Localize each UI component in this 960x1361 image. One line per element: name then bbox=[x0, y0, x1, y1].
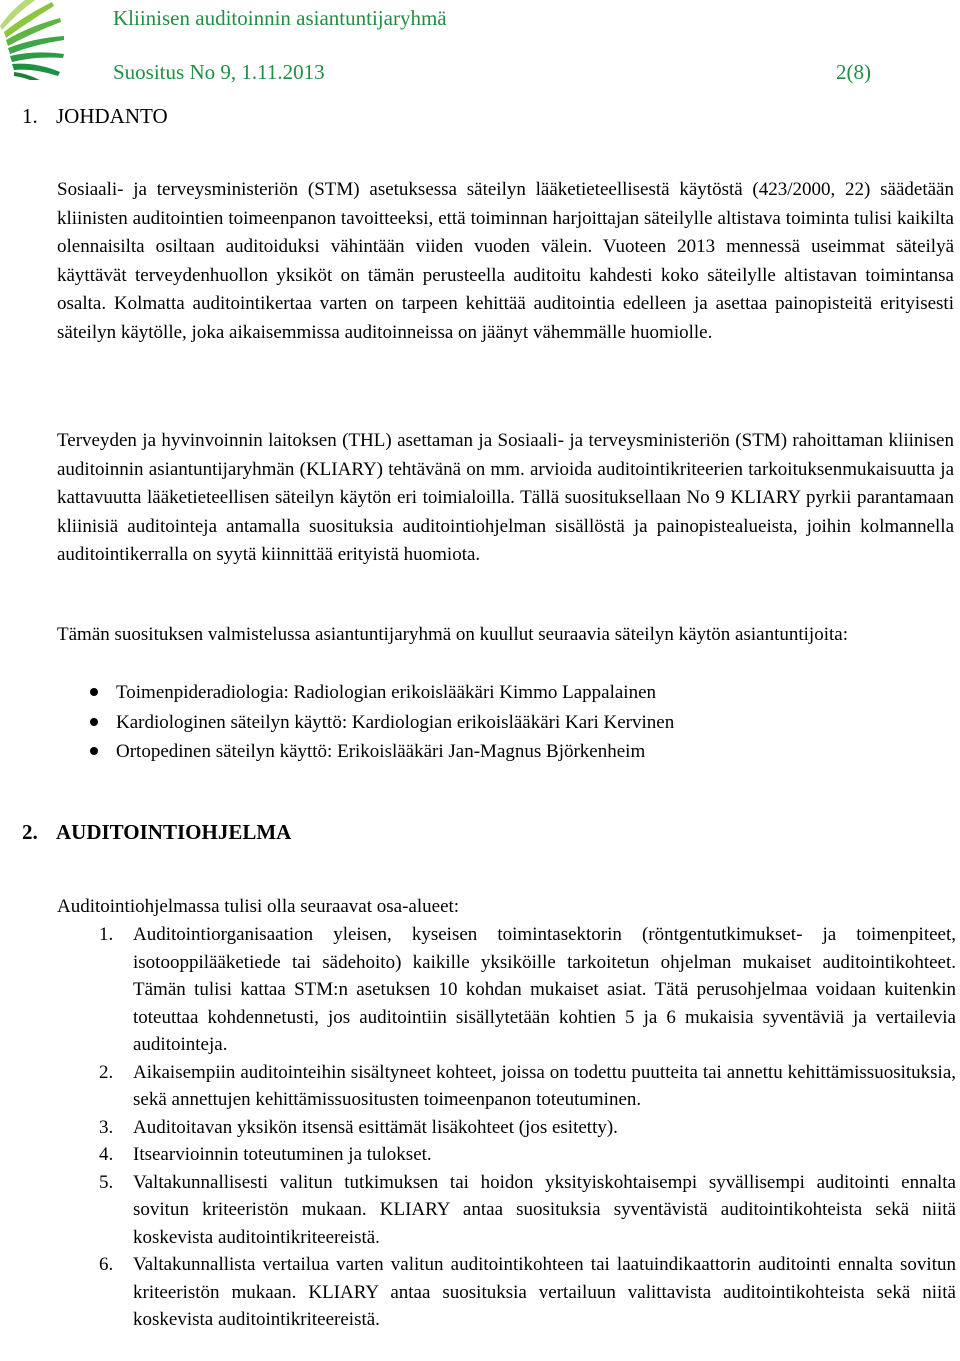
expert-item-text: Ortopedinen säteilyn käyttö: Erikoislääkäri Jan-Magnus Björkenheim bbox=[116, 741, 646, 762]
section-1-number: 1. bbox=[22, 104, 38, 128]
list-item bbox=[96, 921, 956, 1059]
expert-item-text: Toimenpideradiologia: Radiologian erikoislääkäri Kimmo Lappalainen bbox=[116, 682, 657, 703]
section-1-title: JOHDANTO bbox=[56, 104, 168, 128]
list-item bbox=[96, 1251, 956, 1334]
item-number: 6. bbox=[99, 1254, 114, 1275]
audit-program-list bbox=[96, 921, 956, 1334]
intro-paragraph-2: Terveyden ja hyvinvoinnin laitoksen (THL) asettaman ja Sosiaali- ja terveysministeriön (STM) rahoittaman kliinisen auditoinnin asiantuntijaryhmän (KLIARY) tehtävänä on mm. arvioida auditointikriteerien tarkoituksenmukaisuutta ja kattavuutta lääketieteellisen säteilyn käytön eri toimialoilla. Tällä suosituksellaan No 9 KLIARY pyrkii parantamaan kliinisiä auditointeja antamalla suosituksia auditointiohjelman sisällöstä ja painopistealueista, joihin kolmannella auditointikerralla on syytä kiinnittää erityistä huomiota. bbox=[57, 430, 954, 565]
bullet-dot-icon bbox=[90, 688, 98, 696]
item-number: 3. bbox=[99, 1116, 114, 1138]
audit-program-intro: Auditointiohjelmassa tulisi olla seuraavat osa-alueet: bbox=[57, 896, 460, 917]
item-text: Itsearvioinnin toteutuminen ja tulokset. bbox=[133, 1144, 432, 1165]
item-number: 4. bbox=[99, 1144, 114, 1165]
item-text: Auditointiorganisaation yleisen, kyseisen toimintasektorin (röntgentutkimukset- ja toimenpiteet, isotooppilääketiede tai sädehoito) kaikille yksiköille tarkoitetun ohjelman mukaiset auditointikohteet. Tämän tulisi kattaa STM:n asetuksen 10 kohdan mukaiset asiat. Tätä perusohjelmaa voidaan kuitenkin toteuttaa kohdennetusti, jos auditointiin sisällytetään kohtien 5 ja 6 mukaisia syventäviä ja vertailevia auditointeja. bbox=[133, 924, 956, 1055]
section-2-heading bbox=[22, 820, 291, 844]
list-item bbox=[96, 1169, 956, 1252]
item-text: Valtakunnallisesti valitun tutkimuksen tai hoidon yksityiskohtaisempi syvällisempi auditointi ennalta sovitun kriteeristön mukaan. KLIARY antaa suosituksia syventävistä auditointikohteista sekä niitä koskevista auditointikriteereistä. bbox=[133, 1171, 956, 1248]
item-text: Valtakunnallista vertailua varten valitun auditointikohteen tai laatuindikaattorin auditointi ennalta sovitun kriteeristön mukaan. KLIARY antaa suosituksia vertailuun valittavista auditointikohteista sekä niitä koskevista auditointikriteereistä. bbox=[133, 1254, 956, 1330]
expert-list bbox=[90, 678, 950, 767]
list-item bbox=[90, 708, 950, 738]
organization-name: Kliinisen auditoinnin asiantuntijaryhmä bbox=[113, 6, 447, 30]
section-2-title: AUDITOINTIOHJELMA bbox=[56, 820, 292, 844]
list-item bbox=[96, 1114, 956, 1142]
list-item bbox=[96, 1141, 956, 1169]
list-item bbox=[90, 678, 950, 708]
recommendation-number: Suositus No 9, 1.11.2013 bbox=[113, 60, 325, 84]
expert-item-text: Kardiologinen säteilyn käyttö: Kardiologian erikoislääkäri Kari Kervinen bbox=[116, 711, 675, 733]
intro-paragraph-1: Sosiaali- ja terveysministeriön (STM) asetuksessa säteilyn lääketieteellisestä käytöstä (423/2000, 22) säädetään kliinisten auditointien toimeenpanon tavoitteeksi, että toiminnan harjoittajan säteilylle altistava toiminta tulisi kaikilta olennaisilta osiltaan auditoiduksi vähintään viiden vuoden välein. Vuoteen 2013 mennessä useimmat säteilyä käyttävät terveydenhuollon yksiköt on tämän perusteella auditoitu kahdesti koko säteilylle altistavan toimintansa osalta. Kolmatta auditointikertaa varten on tarpeen kehittää auditointia edelleen ja asettaa painopisteitä erityisesti säteilyn käytölle, joka aikaisemmissa auditoinneissa on jäänyt vähemmälle huomiolle. bbox=[57, 179, 954, 343]
list-item bbox=[90, 737, 950, 767]
item-text: Aikaisempiin auditointeihin sisältyneet kohteet, joissa on todettu puutteita tai annettu kehittämissuosituksia, sekä annettujen kehittämissuositusten toimeenpanon toteutuminen. bbox=[133, 1061, 956, 1110]
section-2-number: 2. bbox=[22, 820, 38, 844]
item-number: 5. bbox=[99, 1171, 114, 1193]
kliary-sunburst-logo-icon bbox=[0, 0, 80, 80]
intro-paragraph-3: Tämän suosituksen valmistelussa asiantuntijaryhmä on kuullut seuraavia säteilyn käytön asiantuntijoita: bbox=[57, 624, 848, 645]
item-number: 2. bbox=[99, 1061, 114, 1083]
list-item bbox=[96, 1059, 956, 1114]
bullet-dot-icon bbox=[90, 747, 98, 755]
item-number: 1. bbox=[99, 924, 114, 945]
item-text: Auditoitavan yksikön itsensä esittämät lisäkohteet (jos esitetty). bbox=[133, 1116, 618, 1138]
page-number: 2(8) bbox=[836, 60, 871, 84]
bullet-dot-icon bbox=[90, 718, 98, 726]
section-1-heading bbox=[22, 104, 168, 128]
